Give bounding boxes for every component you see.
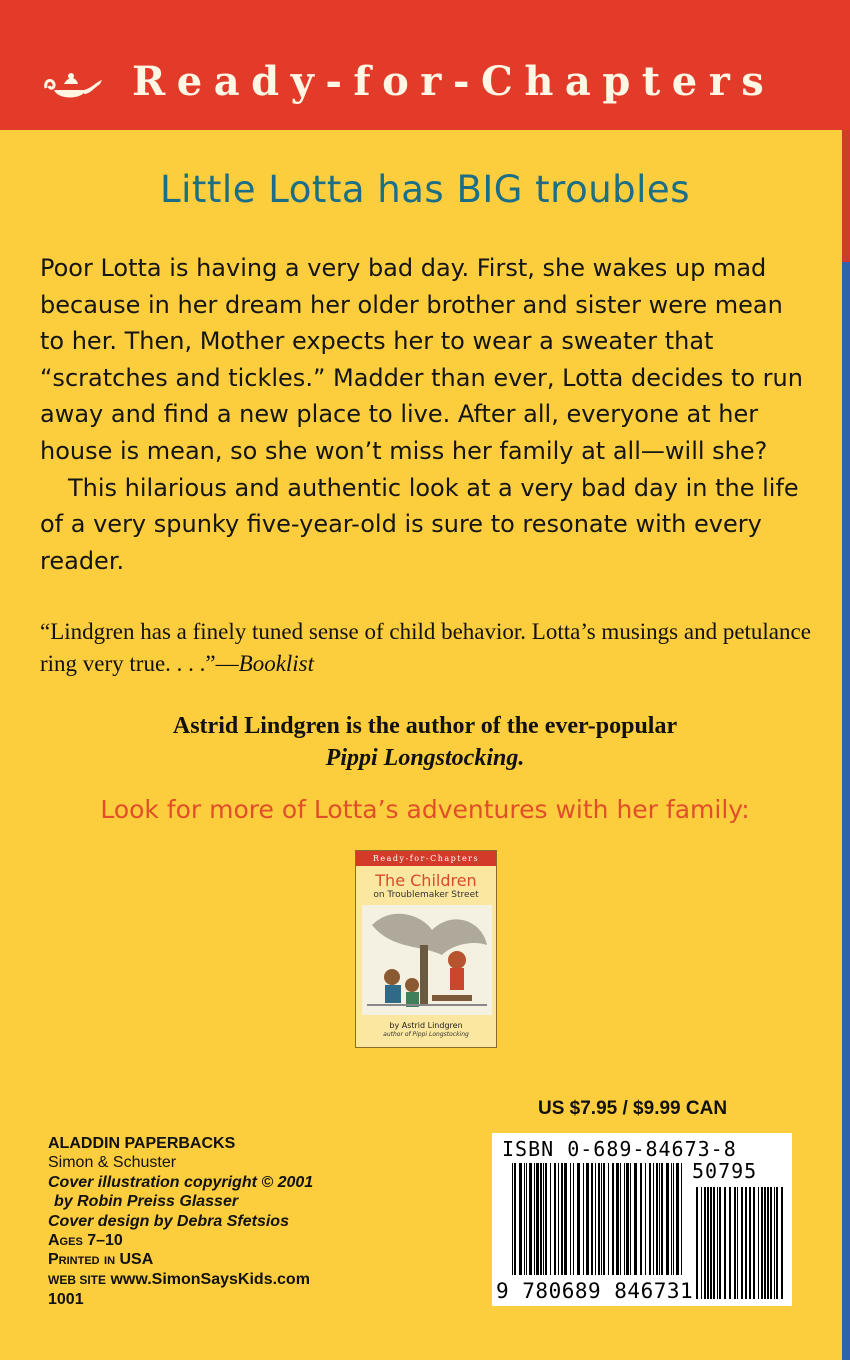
barcode-addon-bar	[749, 1187, 751, 1299]
barcode-addon-bar	[707, 1187, 709, 1299]
barcode-bar	[591, 1163, 593, 1275]
related-book-illustration	[362, 905, 492, 1015]
barcode-bar	[536, 1163, 539, 1275]
barcode-bar	[554, 1163, 556, 1275]
barcode-bar	[603, 1163, 605, 1275]
publisher-info	[48, 1134, 313, 1310]
illustration-credit: Cover illustration copyright © 2001	[48, 1173, 314, 1191]
barcode-bar	[545, 1163, 547, 1275]
barcode-addon-bar	[704, 1187, 706, 1299]
barcode-bar	[681, 1163, 682, 1275]
barcode-addon-bar	[701, 1187, 702, 1299]
barcode-bar	[671, 1163, 672, 1275]
barcode-addon-bar	[710, 1187, 712, 1299]
product-code: 1001	[48, 1291, 84, 1309]
barcode-bar	[586, 1163, 589, 1275]
barcode-bar	[626, 1163, 629, 1275]
barcode-bar	[564, 1163, 567, 1275]
author-note-line: Astrid Lindgren is the author of the ever-popular	[172, 713, 678, 739]
barcode-bar	[608, 1163, 609, 1275]
barcode-bar	[616, 1163, 619, 1275]
age-range: Ages 7–10	[48, 1232, 123, 1250]
barcode-bar	[512, 1163, 513, 1275]
barcode-addon-bar	[696, 1187, 698, 1299]
review-quote	[40, 616, 820, 680]
barcode-addon-bar	[724, 1187, 726, 1299]
barcode-bar	[534, 1163, 535, 1275]
barcode-bar	[583, 1163, 584, 1275]
barcode-bar	[673, 1163, 674, 1275]
design-credit: Cover design by Debra Sfetsios	[48, 1212, 289, 1230]
ean-number: 9 780689 846731	[496, 1279, 694, 1303]
barcode-addon-bar	[753, 1187, 755, 1299]
imprint: ALADDIN PAPERBACKS	[48, 1135, 236, 1152]
barcode-bar	[550, 1163, 551, 1275]
barcode-bar	[519, 1163, 522, 1275]
barcode-bar	[645, 1163, 646, 1275]
barcode-addon-bar	[781, 1187, 783, 1299]
barcode-bar	[612, 1163, 614, 1275]
look-for-more: Look for more of Lotta’s adventures with her family:	[100, 795, 750, 824]
related-book-cover	[355, 850, 497, 1048]
review-source: Booklist	[238, 651, 315, 676]
barcode-bar	[595, 1163, 596, 1275]
barcode-addon-bar	[758, 1187, 759, 1299]
price: US $7.95 / $9.99 CAN	[538, 1098, 728, 1119]
barcode-addon-bar	[745, 1187, 747, 1299]
headline: Little Lotta has BIG troubles	[160, 168, 690, 211]
related-book-series: Ready-for-Chapters	[356, 851, 496, 866]
barcode-bar	[514, 1163, 516, 1275]
related-book-byline: by Astrid Lindgren	[389, 1021, 463, 1030]
related-book-title: The Children	[375, 871, 477, 890]
web-site-label: WEB SITE	[48, 1272, 107, 1287]
series-name: Ready-for-Chapters	[132, 58, 776, 105]
barcode-bar	[666, 1163, 669, 1275]
barcode-bar	[649, 1163, 651, 1275]
barcode-addon-bar	[734, 1187, 736, 1299]
barcode-bar	[676, 1163, 679, 1275]
author-note-book-title: Pippi Longstocking.	[325, 745, 525, 771]
barcode-bar	[529, 1163, 532, 1275]
barcode-bar	[624, 1163, 625, 1275]
related-book-subtitle: on Troublemaker Street	[373, 890, 479, 900]
publisher-company: Simon & Schuster	[48, 1154, 177, 1172]
isbn-text: ISBN 0-689-84673-8	[502, 1137, 737, 1161]
barcode-bar	[656, 1163, 658, 1275]
barcode-addon: 50795	[692, 1159, 758, 1183]
magic-lamp-icon	[42, 70, 104, 104]
barcode-addon-bar	[719, 1187, 721, 1299]
barcode-bar	[543, 1163, 544, 1275]
barcode-bar	[524, 1163, 525, 1275]
barcode-bar	[661, 1163, 663, 1275]
barcode-bar	[659, 1163, 660, 1275]
barcode-bar	[598, 1163, 600, 1275]
barcode-bar	[526, 1163, 527, 1275]
barcode-addon-bar	[713, 1187, 715, 1299]
barcode-bar	[577, 1163, 580, 1275]
barcode-addon-bar	[737, 1187, 738, 1299]
barcode-bar	[561, 1163, 563, 1275]
barcode-bar	[573, 1163, 574, 1275]
barcode-bar	[540, 1163, 542, 1275]
book-description	[40, 250, 810, 579]
review-text: “Lindgren has a finely tuned sense of child behavior. Lotta’s musings and petulance ring very true. . . .”—	[40, 619, 811, 676]
barcode-addon-bar	[767, 1187, 769, 1299]
printed-in: Printed in USA	[48, 1251, 154, 1269]
website: www.SimonSaysKids.com	[110, 1270, 310, 1288]
description-paragraph: This hilarious and authentic look at a very bad day in the life of a very spunky five-year-old is sure to resonate with every reader.	[40, 473, 799, 575]
barcode-addon-bar	[764, 1187, 766, 1299]
barcode-bar	[640, 1163, 642, 1275]
series-banner	[0, 0, 850, 130]
barcode-addon-bar	[776, 1187, 778, 1299]
barcode-addon-bar	[717, 1187, 718, 1299]
barcode-addon-bar	[774, 1187, 775, 1299]
barcode-bar	[558, 1163, 559, 1275]
barcode-bar	[630, 1163, 631, 1275]
description-paragraph: Poor Lotta is having a very bad day. First, she wakes up mad because in her dream her older brother and sister were mean to her. Then, Mother expects her to wear a sweater that “scratches and tickles.” Madder than ever, Lotta decides to run away and find a new place to live. After all, everyone at her house is mean, so she won’t miss her family at all—will she?	[40, 254, 803, 465]
related-book-credit: author of Pippi Longstocking	[383, 1031, 469, 1038]
barcode-addon-bar	[729, 1187, 731, 1299]
barcode-bar	[620, 1163, 621, 1275]
barcode	[492, 1133, 792, 1306]
barcode-addon-bar	[761, 1187, 763, 1299]
author-note	[0, 710, 850, 774]
barcode-addon-bar	[741, 1187, 743, 1299]
illustration-credit-name: by Robin Preiss Glasser	[54, 1193, 239, 1211]
barcode-addon-bar	[770, 1187, 772, 1299]
barcode-bar	[634, 1163, 637, 1275]
barcode-bar	[570, 1163, 571, 1275]
barcode-bar	[653, 1163, 654, 1275]
barcode-bar	[601, 1163, 602, 1275]
